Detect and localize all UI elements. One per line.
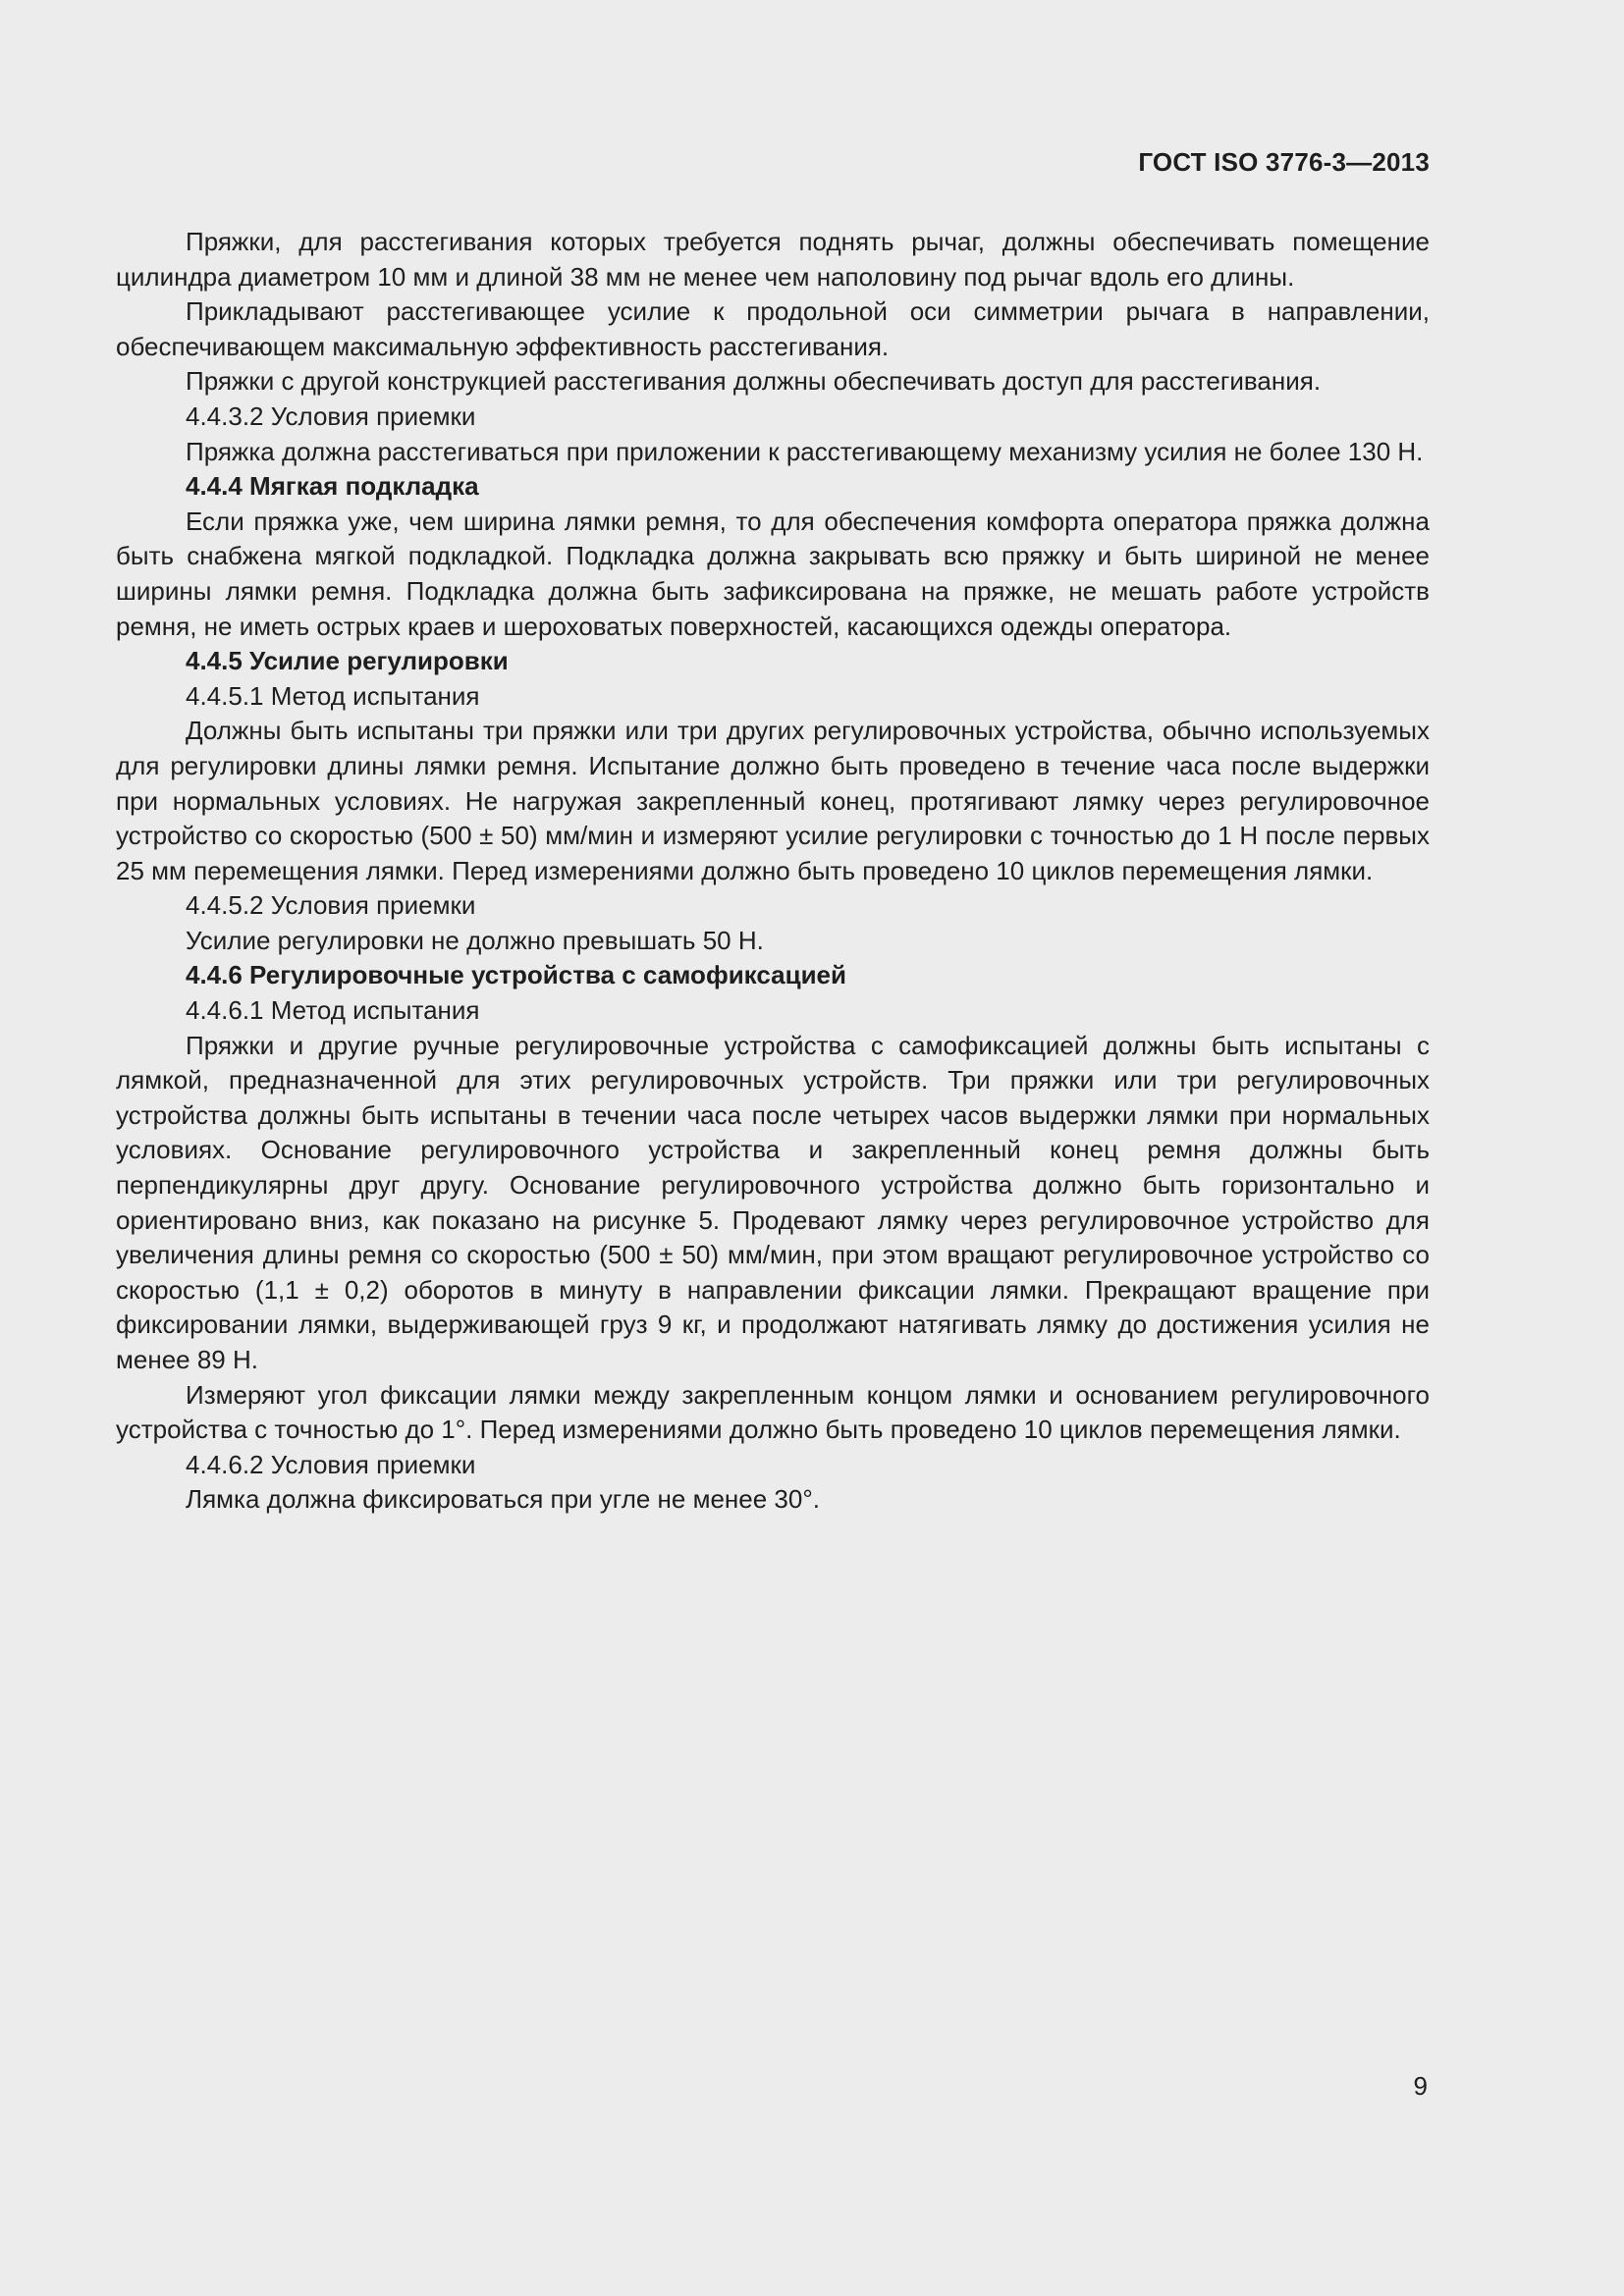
clause-heading: 4.4.5.2 Условия приемки xyxy=(186,890,476,921)
clause-heading: 4.4.6.1 Метод испытания xyxy=(186,995,480,1026)
document-header: ГОСТ ISO 3776-3—2013 xyxy=(1138,147,1430,177)
paragraph: Пряжка должна расстегиваться при приложении к расстегивающему механизму усилия не более 130 Н. xyxy=(186,436,1424,466)
paragraph: Пряжки и другие ручные регулировочные устройства с самофиксацией должны быть испытаны с лямкой, предназначенной для этих регулировочных устройств. Три пряжки или три регулировочных устройства должны быть испытаны в течении часа после четырех часов выдержки лямки при нормальных условиях. Основание регулировочного устройства и закрепленный конец ремня должны быть перпендикулярны друг другу. Основание регулировочного устройства должно быть горизонтально и ориентировано вниз, как показано на рисунке 5. Продевают лямку через регулировочное устройство для увеличения длины ремня со скоростью (500 ± 50) мм/мин, при этом вращают регулировочное устройство со скоростью (1,1 ± 0,2) оборотов в минуту в направлении фиксации лямки. Прекращают вращение при фиксировании лямки, выдерживающей груз 9 кг, и продолжают натягивать лямку до достижения усилия не менее 89 Н. xyxy=(116,1030,1430,1374)
page-number: 9 xyxy=(1413,2071,1428,2101)
paragraph: Измеряют угол фиксации лямки между закрепленным концом лямки и основанием регулировочного устройства с точностью до 1°. Перед измерениями должно быть проведено 10 циклов перемещения лямки. xyxy=(116,1379,1430,1445)
clause-heading: 4.4.3.2 Условия приемки xyxy=(186,400,476,431)
paragraph: Усилие регулировки не должно превышать 50 Н. xyxy=(186,925,764,955)
paragraph: Должны быть испытаны три пряжки или три других регулировочных устройства, обычно используемых для регулировки длины лямки ремня. Испытание должно быть проведено в течение часа после выдержки при нормальных условиях. Не нагружая закрепленный конец, протягивают лямку через регулировочное устройство со скоростью (500 ± 50) мм/мин и измеряют усилие регулировки с точностью до 1 Н после первых 25 мм перемещения лямки. Перед измерениями должно быть проведено 10 циклов перемещения лямки. xyxy=(116,716,1430,885)
paragraph: Если пряжка уже, чем ширина лямки ремня, то для обеспечения комфорта оператора пряжка должна быть снабжена мягкой подкладкой. Подкладка должна закрывать всю пряжку и быть шириной не менее ширины лямки ремня. Подкладка должна быть зафиксирована на пряжке, не мешать работе устройств ремня, не иметь острых краев и шероховатых поверхностей, касающихся одежды оператора. xyxy=(116,506,1430,641)
clause-heading: 4.4.6.2 Условия приемки xyxy=(186,1449,476,1479)
section-heading: 4.4.4 Мягкая подкладка xyxy=(186,471,479,502)
paragraph: Прикладывают расстегивающее усилие к продольной оси симметрии рычага в направлении, обеспечивающем максимальную эффективность расстегивания. xyxy=(116,296,1430,361)
paragraph: Пряжки, для расстегивания которых требуется поднять рычаг, должны обеспечивать помещение цилиндра диаметром 10 мм и длиной 38 мм не менее чем наполовину под рычаг вдоль его длины. xyxy=(116,227,1430,292)
clause-heading: 4.4.5.1 Метод испытания xyxy=(186,680,480,711)
document-body xyxy=(116,225,1430,1518)
section-heading: 4.4.5 Усилие регулировки xyxy=(186,646,509,676)
paragraph: Пряжки с другой конструкцией расстегивания должны обеспечивать доступ для расстегивания. xyxy=(186,366,1322,397)
paragraph: Лямка должна фиксироваться при угле не менее 30°. xyxy=(186,1484,820,1515)
section-heading: 4.4.6 Регулировочные устройства с самофиксацией xyxy=(186,960,846,990)
